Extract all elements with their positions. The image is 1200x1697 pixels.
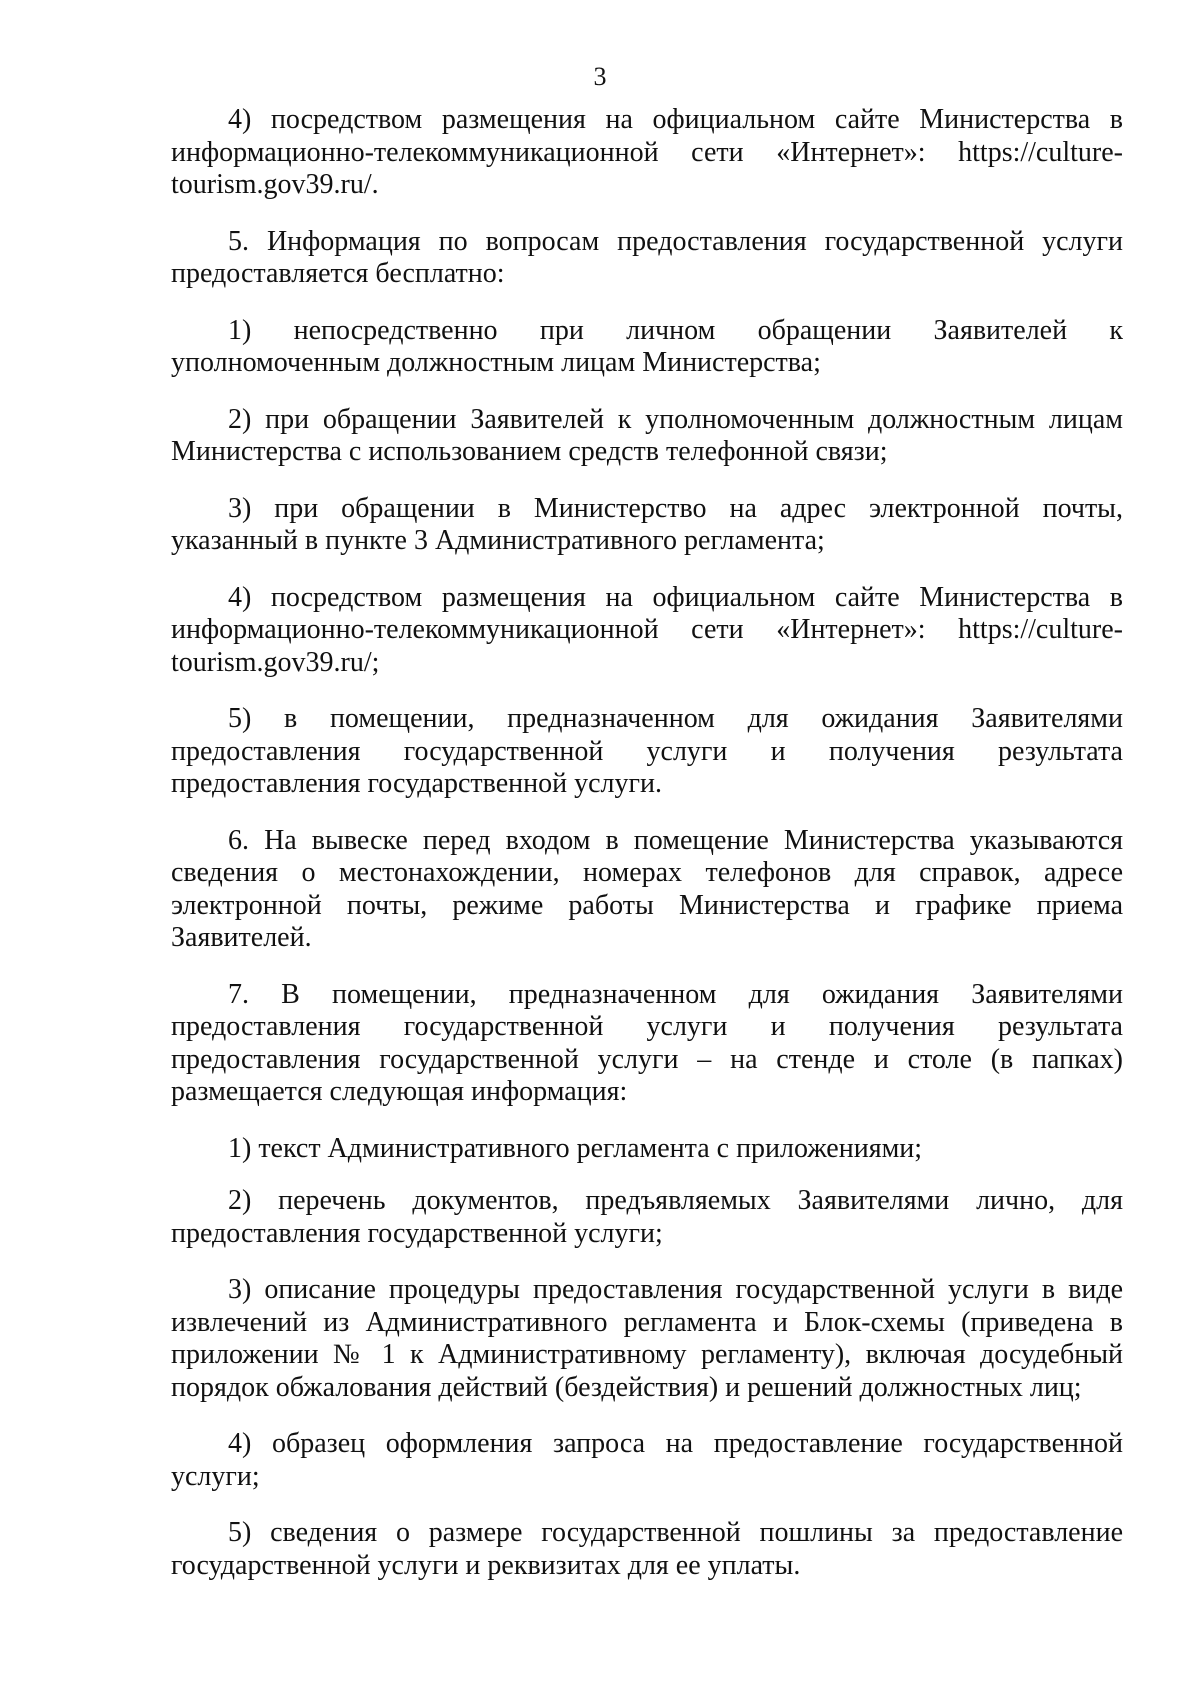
paragraph-5-3-email: 3) при обращении в Министерство на адрес электронной почты, указанный в пункте 3 Административного регламента; bbox=[171, 492, 1123, 556]
paragraph-5-free-info: 5. Информация по вопросам предоставления государственной услуги предоставляется бесплатно: bbox=[171, 225, 1123, 289]
document-body bbox=[171, 104, 1123, 1606]
page-number: 3 bbox=[593, 62, 607, 91]
paragraph-7-5-state-fee: 5) сведения о размере государственной пошлины за предоставление государственной услуги и реквизитах для ее уплаты. bbox=[171, 1517, 1123, 1581]
paragraph-5-1-personal: 1) непосредственно при личном обращении Заявителей к уполномоченным должностным лицам Министерства; bbox=[171, 314, 1123, 378]
paragraph-7-3-procedure: 3) описание процедуры предоставления государственной услуги в виде извлечений из Административного регламента и Блок-схемы (приведена в приложении № 1 к Административному регламенту), включая досудебный порядок обжалования действий (бездействия) и решений должностных лиц; bbox=[171, 1274, 1123, 1403]
paragraph-5-2-phone: 2) при обращении Заявителей к уполномоченным должностным лицам Министерства с использованием средств телефонной связи; bbox=[171, 403, 1123, 467]
paragraph-5-5-waiting-room: 5) в помещении, предназначенном для ожидания Заявителями предоставления государственной услуги и получения результата предоставления государственной услуги. bbox=[171, 703, 1123, 799]
paragraph-5-4-website: 4) посредством размещения на официальном сайте Министерства в информационно-телекоммуникационной сети «Интернет»: https://culture-tourism.gov39.ru/; bbox=[171, 581, 1123, 678]
paragraph-7-1-regulation-text: 1) текст Административного регламента с приложениями; bbox=[228, 1132, 923, 1164]
paragraph-7-stand-info: 7. В помещении, предназначенном для ожидания Заявителями предоставления государственной услуги и получения результата предоставления государственной услуги – на стенде и столе (в папках) размещается следующая информация: bbox=[171, 978, 1123, 1107]
paragraph-7-2-documents-list: 2) перечень документов, предъявляемых Заявителями лично, для предоставления государственной услуги; bbox=[171, 1185, 1123, 1249]
paragraph-website-info: 4) посредством размещения на официальном сайте Министерства в информационно-телекоммуникационной сети «Интернет»: https://culture-tourism.gov39.ru/. bbox=[171, 104, 1123, 200]
paragraph-6-signboard: 6. На вывеске перед входом в помещение Министерства указываются сведения о местонахождении, номерах телефонов для справок, адресе электронной почты, режиме работы Министерства и графике приема Заявителей. bbox=[171, 824, 1123, 953]
paragraph-7-4-request-sample: 4) образец оформления запроса на предоставление государственной услуги; bbox=[171, 1428, 1123, 1492]
